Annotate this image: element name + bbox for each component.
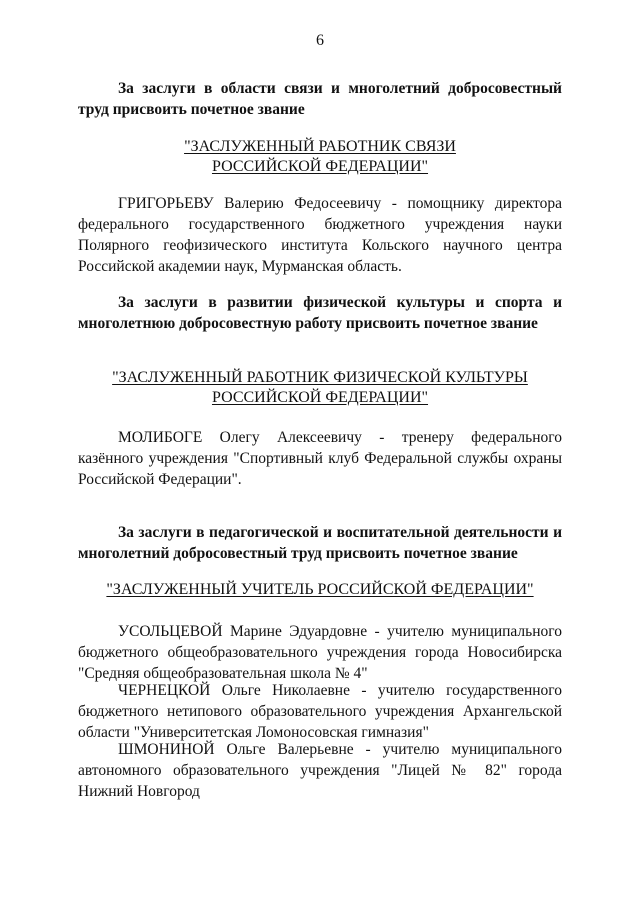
- decree-text-sport: За заслуги в развитии физической культуры и спорта и многолетнюю добросовестную работу присвоить почетное звание: [78, 294, 562, 332]
- awardee-grigoriev: ГРИГОРЬЕВУ Валерию Федосеевичу - помощнику директора федерального государственного бюджетного учреждения науки Полярного геофизического института Кольского научного центра Российской академии наук, Мурманская область.: [78, 195, 562, 275]
- award-title-line: РОССИЙСКОЙ ФЕДЕРАЦИИ": [211, 389, 429, 406]
- award-title-communications: [0, 137, 640, 177]
- award-title-line: "ЗАСЛУЖЕННЫЙ РАБОТНИК ФИЗИЧЕСКОЙ КУЛЬТУРЫ: [112, 369, 528, 386]
- award-title-sport: [0, 368, 640, 408]
- awardee-shmonina: ШМОНИНОЙ Ольге Валерьевне - учителю муниципального автономного образовательного учреждения "Лицей № 82" города Нижний Новгород: [78, 741, 562, 800]
- decree-text-communications: За заслуги в области связи и многолетний добросовестный труд присвоить почетное звание: [78, 80, 562, 118]
- awardee-usoltseva: УСОЛЬЦЕВОЙ Марине Эдуардовне - учителю муниципального бюджетного общеобразовательного учреждения города Новосибирска "Средняя общеобразовательная школа № 4": [78, 623, 562, 682]
- page-number: 6: [316, 32, 324, 49]
- award-title-line: "ЗАСЛУЖЕННЫЙ УЧИТЕЛЬ РОССИЙСКОЙ ФЕДЕРАЦИИ": [106, 581, 534, 598]
- awardee-moliboga: МОЛИБОГЕ Олегу Алексеевичу - тренеру федерального казённого учреждения "Спортивный клуб Федеральной службы охраны Российской Федерации".: [78, 429, 562, 488]
- award-title-line: "ЗАСЛУЖЕННЫЙ РАБОТНИК СВЯЗИ: [184, 138, 456, 155]
- award-title-education: [0, 580, 640, 600]
- decree-text-education: За заслуги в педагогической и воспитательной деятельности и многолетний добросовестный труд присвоить почетное звание: [78, 524, 562, 562]
- award-title-line: РОССИЙСКОЙ ФЕДЕРАЦИИ": [211, 158, 429, 175]
- awardee-chernetskaya: ЧЕРНЕЦКОЙ Ольге Николаевне - учителю государственного бюджетного нетипового образовательного учреждения Архангельской области "Университетская Ломоносовская гимназия": [78, 682, 562, 741]
